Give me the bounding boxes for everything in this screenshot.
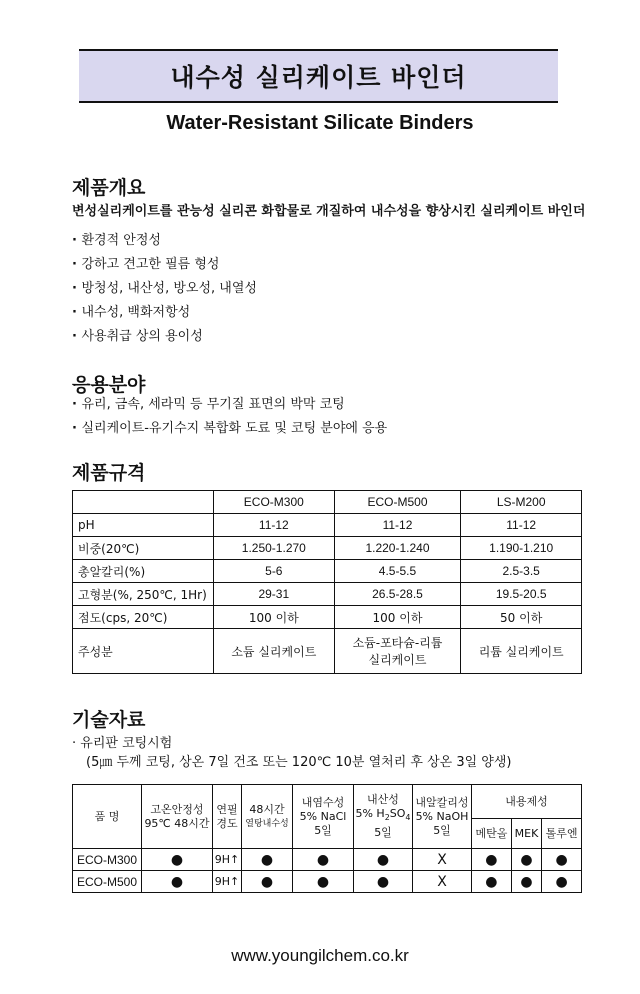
website-link[interactable]: www.youngilchem.co.kr [231, 946, 409, 965]
row-label: 점도(cps, 20℃) [73, 606, 214, 629]
table-cell: 9H↑ [213, 871, 242, 893]
table-cell: ● [293, 849, 354, 871]
table-cell: 100 이하 [214, 606, 335, 629]
table-header-row [73, 491, 582, 514]
table-cell: 29-31 [214, 583, 335, 606]
table-cell: 2.5-3.5 [461, 560, 582, 583]
column-header: ECO-M300 [214, 491, 335, 514]
table-cell: 11-12 [461, 514, 582, 537]
table-cell: 소듐 실리케이트 [214, 629, 335, 674]
list-item: · 강하고 견고한 필름 형성 [72, 253, 257, 277]
table-row [73, 537, 582, 560]
overview-heading: 제품개요 [72, 177, 146, 199]
column-header [413, 785, 472, 849]
tech-heading: 기술자료 [72, 709, 146, 731]
header-line: 5% NaCl [299, 809, 347, 823]
formula-subscript: 2 [384, 813, 390, 823]
table-cell: 1.250-1.270 [214, 537, 335, 560]
cell-line: 소듐-포타슘-리튬 [352, 636, 443, 650]
table-cell: ● [242, 849, 293, 871]
table-cell: ● [293, 871, 354, 893]
table-row [73, 629, 582, 674]
table-cell: 4.5-5.5 [334, 560, 461, 583]
list-item: · 실리케이트-유기수지 복합화 도료 및 코팅 분야에 응용 [72, 417, 387, 441]
column-header [142, 785, 213, 849]
formula-part: SO [389, 807, 406, 821]
header-line: 5% NaOH [415, 809, 469, 823]
spec-heading: 제품규격 [72, 462, 146, 484]
table-cell: ● [542, 849, 582, 871]
column-header: MEK [511, 819, 541, 849]
table-cell: ● [142, 849, 213, 871]
applications-heading: 응용분야 [72, 374, 146, 396]
column-header: 톨루엔 [542, 819, 582, 849]
table-cell: 100 이하 [334, 606, 461, 629]
row-label: ECO-M300 [73, 849, 142, 871]
row-label: 비중(20℃) [73, 537, 214, 560]
header-line: 내산성 [367, 793, 399, 807]
row-label: 주성분 [73, 629, 214, 674]
tech-note [72, 734, 511, 772]
column-header [242, 785, 293, 849]
table-cell: X [413, 849, 472, 871]
formula-subscript: 4 [405, 813, 411, 823]
table-cell: 1.220-1.240 [334, 537, 461, 560]
page-subtitle: Water-Resistant Silicate Binders [166, 112, 474, 134]
header-line: 연필 [216, 802, 238, 816]
table-cell [334, 629, 461, 674]
table-cell: 9H↑ [213, 849, 242, 871]
row-label: pH [73, 514, 214, 537]
table-cell: ● [354, 871, 413, 893]
header-line: 48시간 [249, 802, 285, 816]
table-cell: 11-12 [214, 514, 335, 537]
column-header: LS-M200 [461, 491, 582, 514]
column-header: ECO-M500 [334, 491, 461, 514]
table-cell: ● [472, 871, 512, 893]
column-header: 내용제성 [472, 785, 582, 819]
header-line [355, 807, 411, 825]
table-row [73, 514, 582, 537]
overview-bullet-list [72, 229, 257, 349]
cell-line: 실리케이트 [368, 653, 427, 667]
table-row [73, 849, 582, 871]
column-header: 메탄올 [472, 819, 512, 849]
formula-part: 5% H [355, 807, 385, 821]
header-line: 5일 [314, 823, 332, 837]
column-header [293, 785, 354, 849]
tech-table [72, 784, 582, 893]
row-label: 고형분(%, 250℃, 1Hr) [73, 583, 214, 606]
table-row [73, 871, 582, 893]
header-line: 내알칼리성 [415, 795, 469, 809]
header-line: 5일 [433, 823, 451, 837]
table-cell: 11-12 [334, 514, 461, 537]
spec-table [72, 490, 582, 674]
applications-bullet-list [72, 393, 387, 441]
list-item: · 유리, 금속, 세라믹 등 무기질 표면의 박막 코팅 [72, 393, 387, 417]
header-line: 고온안정성 [150, 802, 204, 816]
table-cell: ● [354, 849, 413, 871]
header-line: 5일 [374, 825, 392, 839]
list-item: · 내수성, 백화저항성 [72, 301, 257, 325]
table-cell: ● [542, 871, 582, 893]
list-item: · 사용취급 상의 용이성 [72, 325, 257, 349]
column-header: 품 명 [73, 785, 142, 849]
table-cell: 26.5-28.5 [334, 583, 461, 606]
header-line: 내염수성 [301, 795, 345, 809]
list-item: · 환경적 안정성 [72, 229, 257, 253]
table-header-row [73, 785, 582, 819]
table-cell: 50 이하 [461, 606, 582, 629]
table-cell: ● [511, 849, 541, 871]
row-label: 총알칼리(%) [73, 560, 214, 583]
overview-description: 변성실리케이트를 관능성 실리콘 화합물로 개질하여 내수성을 향상시킨 실리케이트 바인더 [72, 204, 586, 219]
tech-note-line: (5㎛ 두께 코팅, 상온 7일 건조 또는 120℃ 10분 열처리 후 상온 3일 양생) [86, 755, 512, 770]
table-cell: ● [511, 871, 541, 893]
table-cell: ● [242, 871, 293, 893]
list-item: · 방청성, 내산성, 방오성, 내열성 [72, 277, 257, 301]
table-row [73, 583, 582, 606]
table-row [73, 560, 582, 583]
table-cell: ● [142, 871, 213, 893]
page-title: 내수성 실리케이트 바인더 [79, 49, 558, 103]
table-row [73, 606, 582, 629]
table-cell [73, 491, 214, 514]
table-cell: 19.5-20.5 [461, 583, 582, 606]
table-cell: 1.190-1.210 [461, 537, 582, 560]
header-line: 경도 [216, 816, 238, 830]
table-cell: ● [472, 849, 512, 871]
row-label: ECO-M500 [73, 871, 142, 893]
header-line: 95℃ 48시간 [144, 816, 210, 830]
header-line: 열탕내수성 [245, 818, 289, 829]
column-header [354, 785, 413, 849]
column-header [213, 785, 242, 849]
table-cell: 5-6 [214, 560, 335, 583]
table-cell: X [413, 871, 472, 893]
tech-note-line: · 유리판 코팅시험 [72, 736, 173, 751]
table-cell: 리튬 실리케이트 [461, 629, 582, 674]
